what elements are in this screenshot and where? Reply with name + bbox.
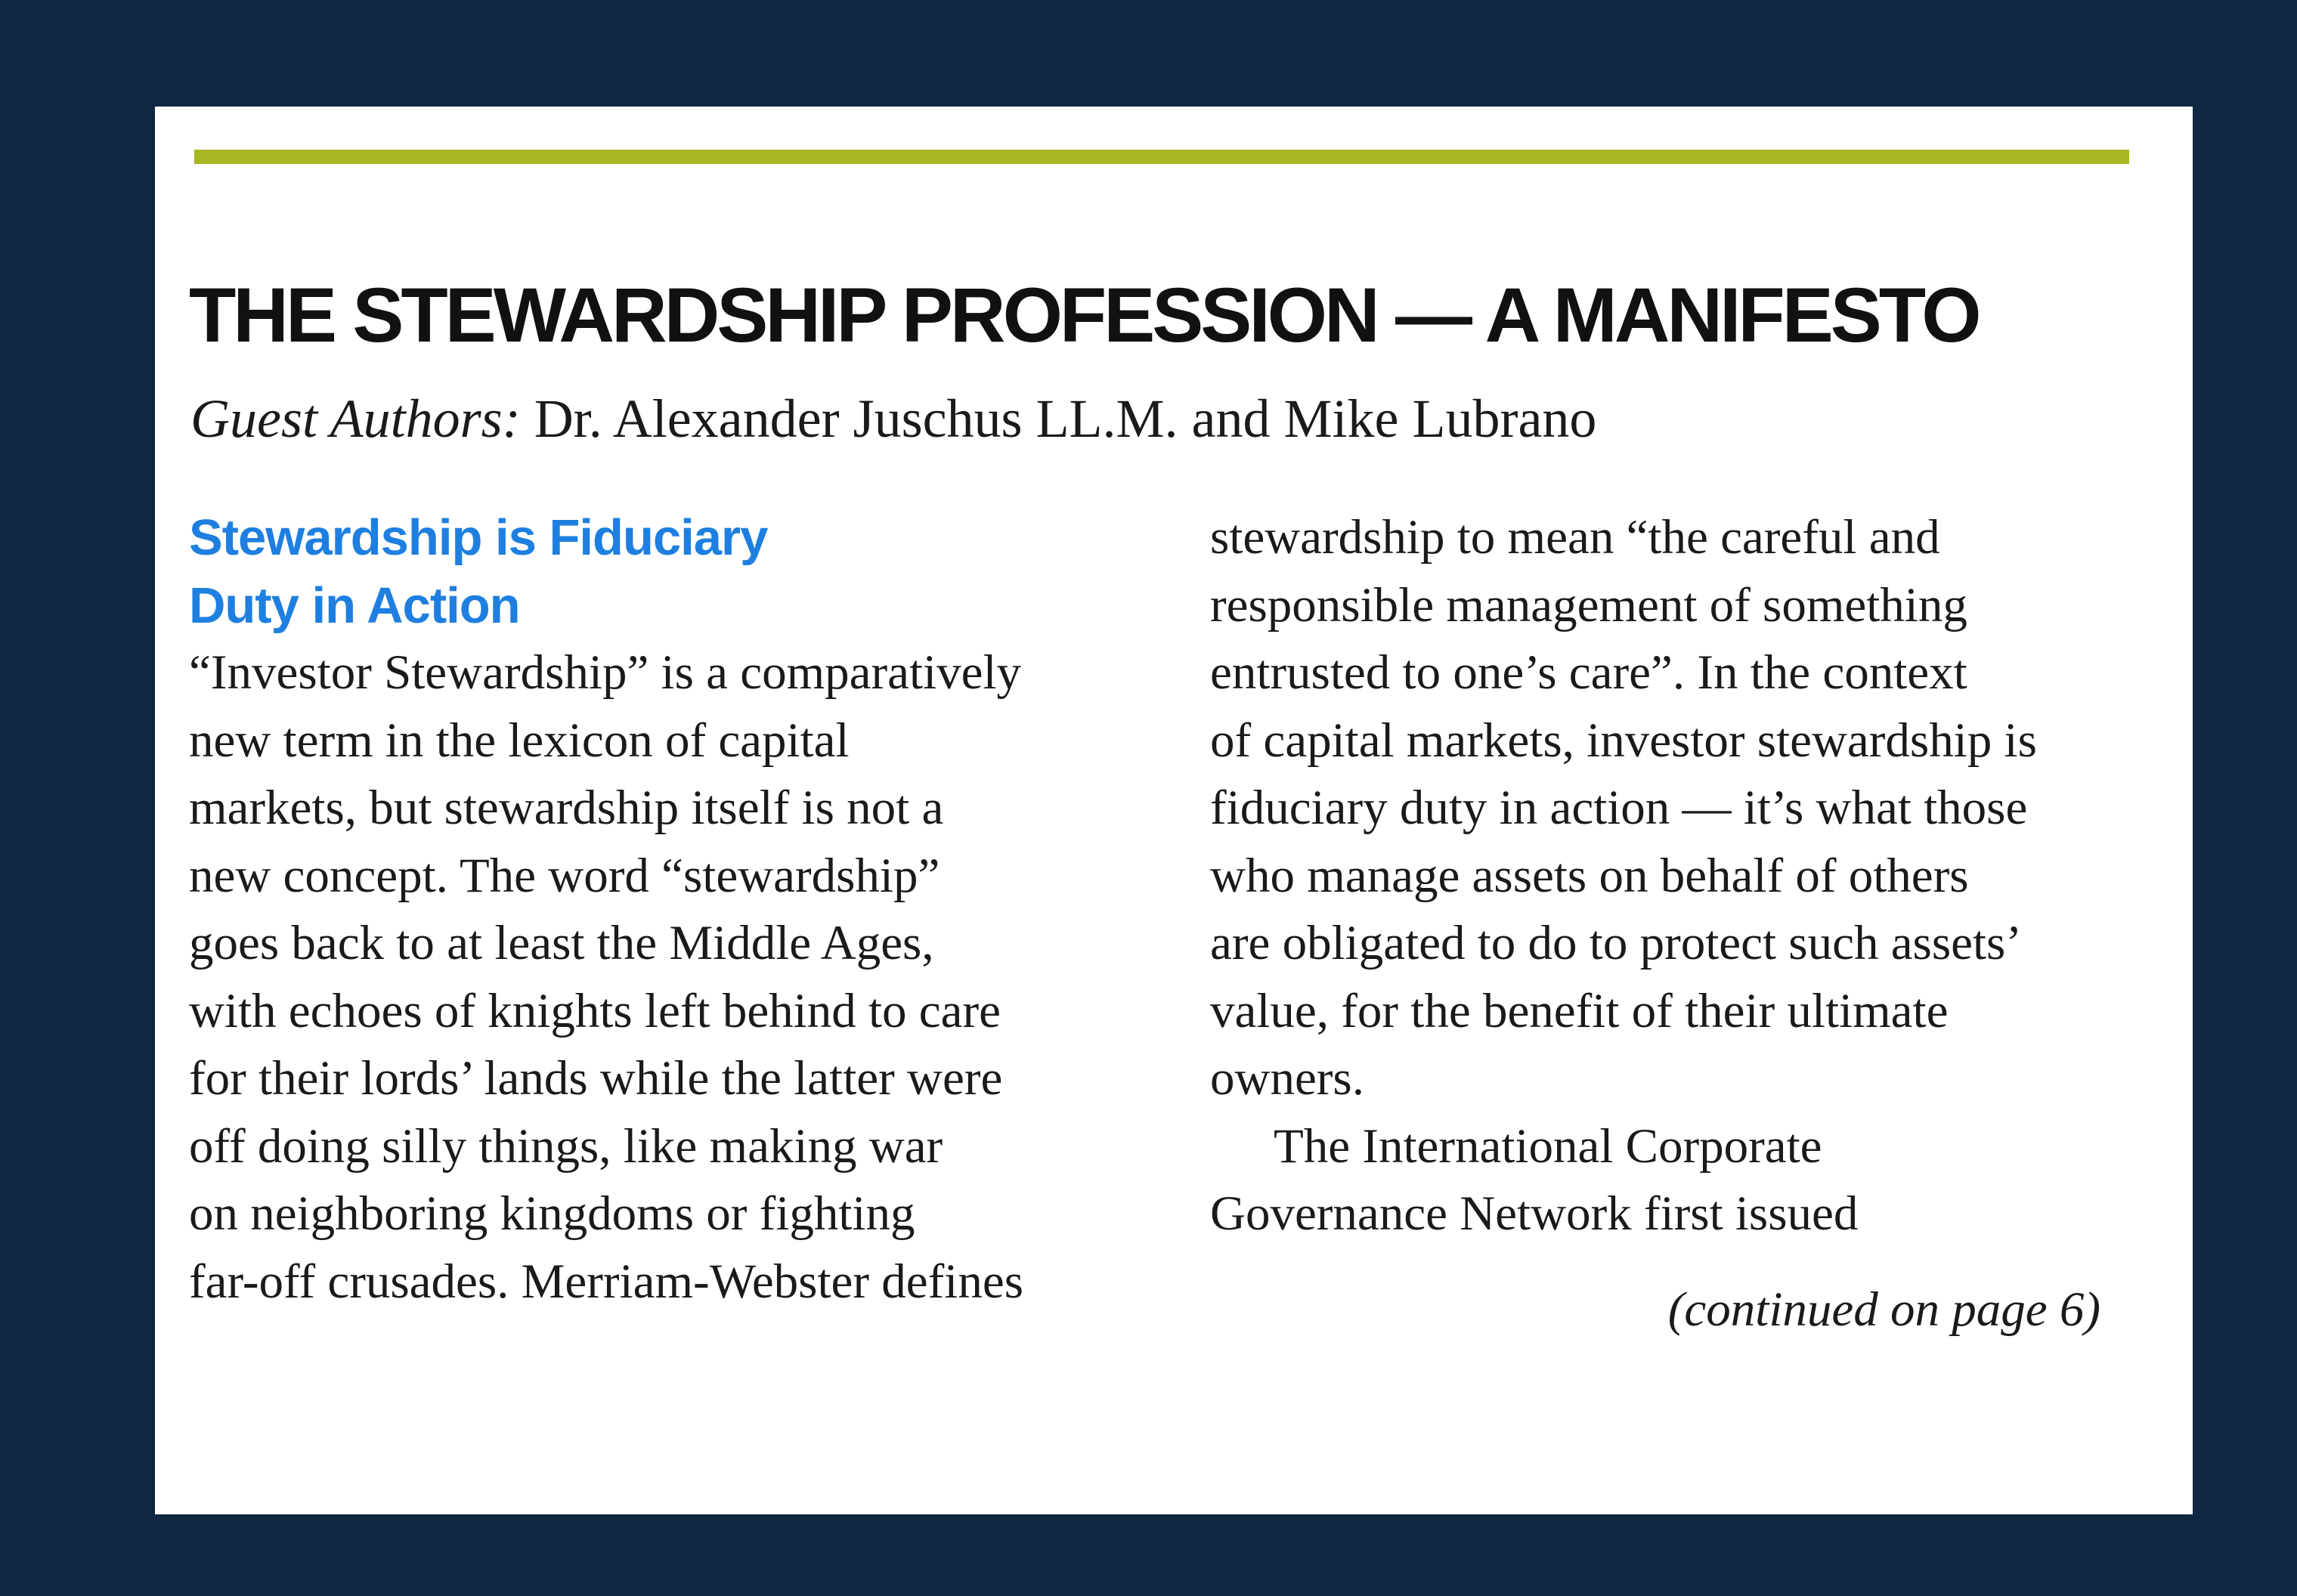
body-line: on neighboring kingdoms or fighting <box>189 1186 915 1241</box>
body-line: stewardship to mean “the careful and <box>1210 510 1940 564</box>
article-title: THE STEWARDSHIP PROFESSION — A MANIFESTO <box>189 272 1979 358</box>
body-line: responsible management of something <box>1210 577 1967 633</box>
body-line: new concept. The word “stewardship” <box>189 848 940 903</box>
body-line: The International Corporate <box>1274 1118 1822 1174</box>
body-line: who manage assets on behalf of others <box>1210 848 1969 903</box>
body-line: value, for the benefit of their ultimate <box>1210 983 1949 1038</box>
continued-note: (continued on page 6) <box>1667 1282 2100 1337</box>
body-line: entrusted to one’s care”. In the context <box>1210 645 1967 700</box>
section-heading-line: Duty in Action <box>189 577 520 634</box>
body-line: with echoes of knights left behind to care <box>189 983 1001 1038</box>
byline-label: Guest Authors: <box>190 388 521 449</box>
section-heading <box>189 504 1141 639</box>
body-line: are obligated to do to protect such assets’ <box>1210 916 2022 970</box>
body-line: Governance Network first issued <box>1210 1186 1859 1241</box>
body-line: for their lords’ lands while the latter were <box>189 1051 1003 1106</box>
body-paragraph <box>1210 1113 2162 1248</box>
right-column <box>1210 504 2162 1248</box>
newsletter-page <box>155 107 2193 1514</box>
body-line: markets, but stewardship itself is not a <box>189 781 944 835</box>
body-line: fiduciary duty in action — it’s what those <box>1210 781 2028 835</box>
body-line: off doing silly things, like making war <box>189 1118 943 1174</box>
body-line: far-off crusades. Merriam-Webster defines <box>189 1254 1023 1309</box>
section-heading-line: Stewardship is Fiduciary <box>189 509 768 566</box>
body-line: goes back to at least the Middle Ages, <box>189 916 934 970</box>
body-line: “Investor Stewardship” is a comparatively <box>189 645 1022 700</box>
body-paragraph <box>1210 504 2162 1113</box>
body-paragraph <box>189 639 1141 1316</box>
left-column <box>189 504 1141 1316</box>
body-line: new term in the lexicon of capital <box>189 713 850 768</box>
byline <box>190 386 1596 451</box>
body-line: of capital markets, investor stewardship is <box>1210 713 2037 768</box>
body-line: owners. <box>1210 1051 1364 1106</box>
byline-authors: Dr. Alexander Juschus LL.M. and Mike Lubrano <box>520 388 1597 449</box>
accent-rule <box>194 150 2129 164</box>
